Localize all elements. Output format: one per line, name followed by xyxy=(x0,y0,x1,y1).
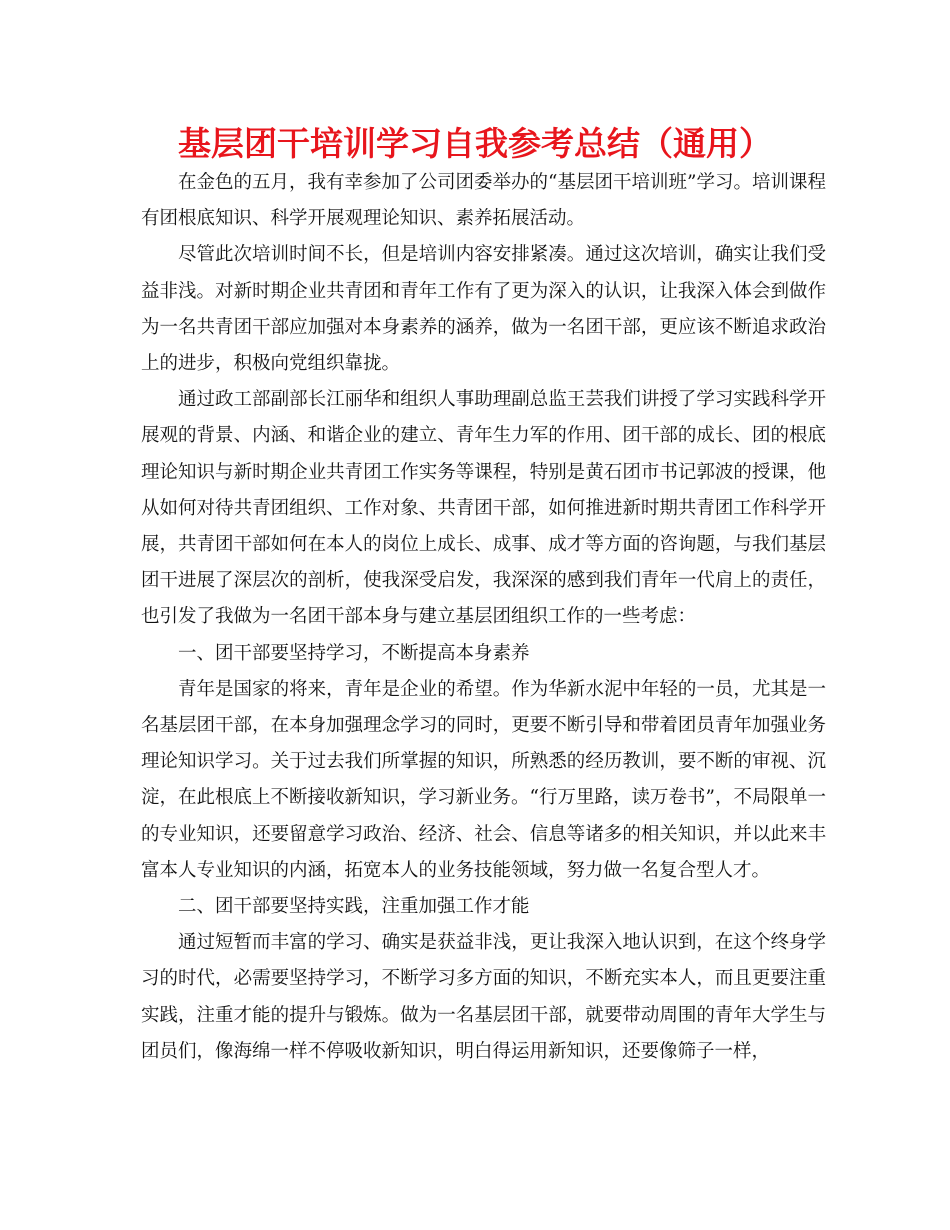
paragraph-section-1: 青年是国家的将来，青年是企业的希望。作为华新水泥中年轻的一员，尤其是一名基层团干部，在本身加强理念学习的同时，更要不断引导和带着团员青年加强业务理论知识学习。关于过去我们所掌握的知识，所熟悉的经历教训，要不断的审视、沉淀，在此根底上不断接收新知识，学习新业务。“行万里路，读万卷书”，不局限单一的专业知识，还要留意学习政治、经济、社会、信息等诸多的相关知识，并以此来丰富本人专业知识的内涵，拓宽本人的业务技能领域，努力做一名复合型人才。 xyxy=(141,678,826,881)
section-heading-2: 二、团干部要坚持实践，注重加强工作才能 xyxy=(178,896,530,918)
paragraph-intro: 在金色的五月，我有幸参加了公司团委举办的“基层团干培训班”学习。培训课程有团根底知识、科学开展观理论知识、素养拓展活动。 xyxy=(141,172,826,230)
document-body xyxy=(141,165,826,1070)
document-title: 基层团干培训学习自我参考总结（通用） xyxy=(178,124,772,163)
paragraph-course-content: 通过政工部副部长江丽华和组织人事助理副总监王芸我们讲授了学习实践科学开展观的背景、内涵、和谐企业的建立、青年生力军的作用、团干部的成长、团的根底理论知识与新时期企业共青团工作实务等课程，特别是黄石团市书记郭波的授课，他从如何对待共青团组织、工作对象、共青团干部，如何推进新时期共青团工作科学开展，共青团干部如何在本人的岗位上成长、成事、成才等方面的咨询题，与我们基层团干进展了深层次的剖析，使我深受启发，我深深的感到我们青年一代肩上的责任，也引发了我做为一名团干部本身与建立基层团组织工作的一些考虑： xyxy=(141,389,826,628)
paragraph-training-benefit: 尽管此次培训时间不长，但是培训内容安排紧凑。通过这次培训，确实让我们受益非浅。对新时期企业共青团和青年工作有了更为深入的认识，让我深入体会到做作为一名共青团干部应加强对本身素养的涵养，做为一名团干部，更应该不断追求政治上的进步，积极向党组织靠拢。 xyxy=(141,244,826,375)
paragraph-section-2: 通过短暂而丰富的学习、确实是获益非浅，更让我深入地认识到，在这个终身学习的时代，必需要坚持学习，不断学习多方面的知识，不断充实本人，而且更要注重实践，注重才能的提升与锻炼。做为一名基层团干部，就要带动周围的青年大学生与团员们，像海绵一样不停吸收新知识，明白得运用新知识，还要像筛子一样， xyxy=(141,932,826,1062)
section-heading-1: 一、团干部要坚持学习，不断提高本身素养 xyxy=(178,642,530,664)
